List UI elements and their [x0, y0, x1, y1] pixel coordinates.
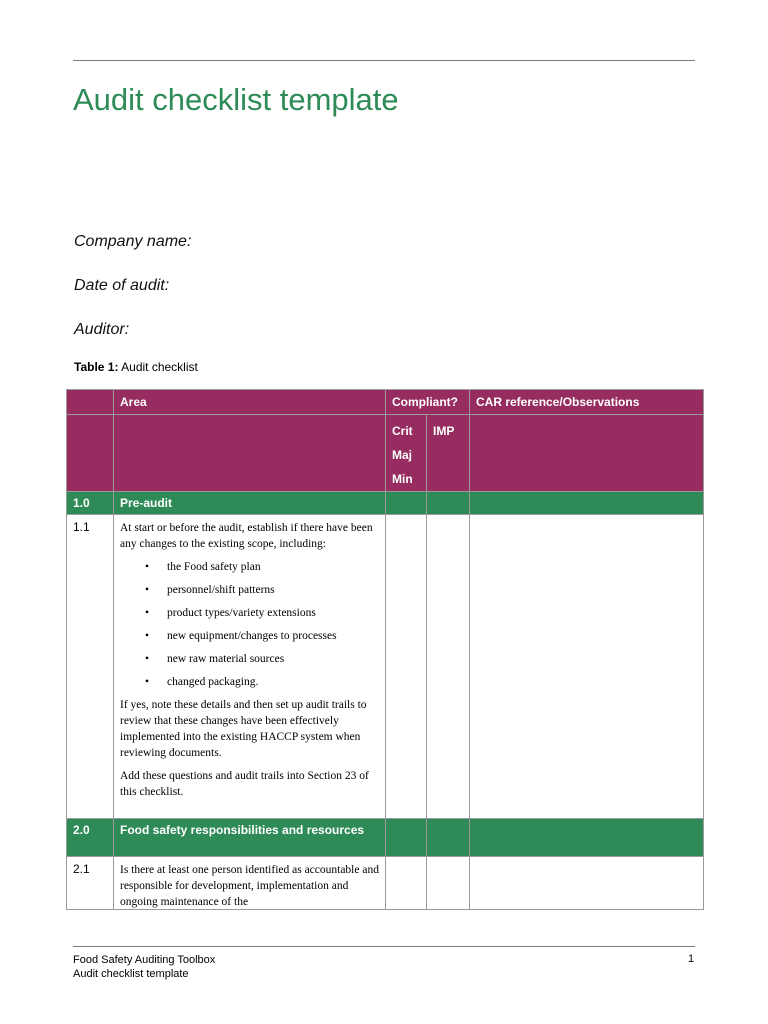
- item-row-2-1: [67, 857, 704, 910]
- observations-cell[interactable]: [470, 857, 704, 910]
- item-number: 1.1: [73, 520, 90, 534]
- footer: [73, 953, 215, 981]
- date-of-audit-label: Date of audit:: [74, 277, 170, 294]
- item-text-cell: [114, 857, 386, 910]
- item-number-cell: [67, 857, 114, 910]
- item-text: Is there at least one person identified as accountable and responsible for development, implementation and ongoing maintenance of the: [120, 864, 379, 908]
- page-number: 1: [688, 953, 695, 965]
- auditor-label: Auditor:: [74, 321, 130, 338]
- section-title: Pre-audit: [120, 496, 173, 510]
- header-compliant-label: Compliant?: [392, 395, 458, 409]
- subheader-number-cell: [67, 415, 114, 492]
- section-car-cell: [470, 492, 704, 515]
- compliance-cell[interactable]: [386, 857, 427, 910]
- list-item: • new equipment/changes to processes: [145, 630, 337, 642]
- company-name-label: Company name:: [74, 233, 192, 250]
- min-label: Min: [392, 472, 413, 486]
- list-item: • the Food safety plan: [145, 561, 261, 573]
- section-crit-cell: [386, 492, 427, 515]
- imp-label: IMP: [433, 424, 455, 438]
- change-list: [120, 559, 379, 690]
- section-number: 2.0: [73, 823, 90, 837]
- section-car-cell: [470, 819, 704, 857]
- maj-label: Maj: [392, 448, 413, 462]
- item-row-1-1: [67, 515, 704, 819]
- table-caption: [74, 360, 198, 374]
- section-number: 1.0: [73, 496, 90, 510]
- audit-checklist-table: [66, 389, 704, 910]
- observations-cell[interactable]: [470, 515, 704, 819]
- imp-cell[interactable]: [427, 857, 470, 910]
- document-title: Audit checklist template: [73, 82, 399, 117]
- item-number-cell: [67, 515, 114, 819]
- section-number-cell: [67, 819, 114, 857]
- section-number-cell: [67, 492, 114, 515]
- section-title-cell: [114, 492, 386, 515]
- footer-line-1: Food Safety Auditing Toolbox: [73, 954, 216, 966]
- subheader-severity-cell: [386, 415, 427, 492]
- header-number-cell: [67, 390, 114, 415]
- table-caption-text: Audit checklist: [121, 360, 198, 374]
- item-paragraph: If yes, note these details and then set up audit trails to review that these changes have been effectively implemented into the existing HACCP system when reviewing documents.: [120, 699, 367, 759]
- header-car-cell: [470, 390, 704, 415]
- footer-line-2: Audit checklist template: [73, 968, 189, 980]
- header-area-label: Area: [120, 395, 147, 409]
- section-row-responsibilities: [67, 819, 704, 857]
- subheader-imp-cell: [427, 415, 470, 492]
- header-rule: [73, 60, 695, 61]
- subheader-car-cell: [470, 415, 704, 492]
- list-item: • personnel/shift patterns: [145, 584, 275, 596]
- item-intro: At start or before the audit, establish if there have been any changes to the existing scope, including:: [120, 522, 373, 550]
- section-title-cell: [114, 819, 386, 857]
- compliance-cell[interactable]: [386, 515, 427, 819]
- section-crit-cell: [386, 819, 427, 857]
- table-subheader-row: [67, 415, 704, 492]
- item-paragraph: Add these questions and audit trails into Section 23 of this checklist.: [120, 770, 369, 798]
- list-item: • new raw material sources: [145, 653, 285, 665]
- crit-label: Crit: [392, 424, 413, 438]
- list-item: • changed packaging.: [145, 676, 259, 688]
- table-caption-label: Table 1:: [74, 360, 119, 374]
- list-item: • product types/variety extensions: [145, 607, 316, 619]
- section-imp-cell: [427, 492, 470, 515]
- section-row-pre-audit: [67, 492, 704, 515]
- item-number: 2.1: [73, 862, 90, 876]
- section-title: Food safety responsibilities and resources: [120, 823, 365, 837]
- subheader-area-cell: [114, 415, 386, 492]
- header-car-label: CAR reference/Observations: [476, 395, 640, 409]
- imp-cell[interactable]: [427, 515, 470, 819]
- header-compliant-cell: [386, 390, 470, 415]
- footer-rule: [73, 946, 695, 947]
- item-text-cell: [114, 515, 386, 819]
- section-imp-cell: [427, 819, 470, 857]
- header-area-cell: [114, 390, 386, 415]
- table-header-row: [67, 390, 704, 415]
